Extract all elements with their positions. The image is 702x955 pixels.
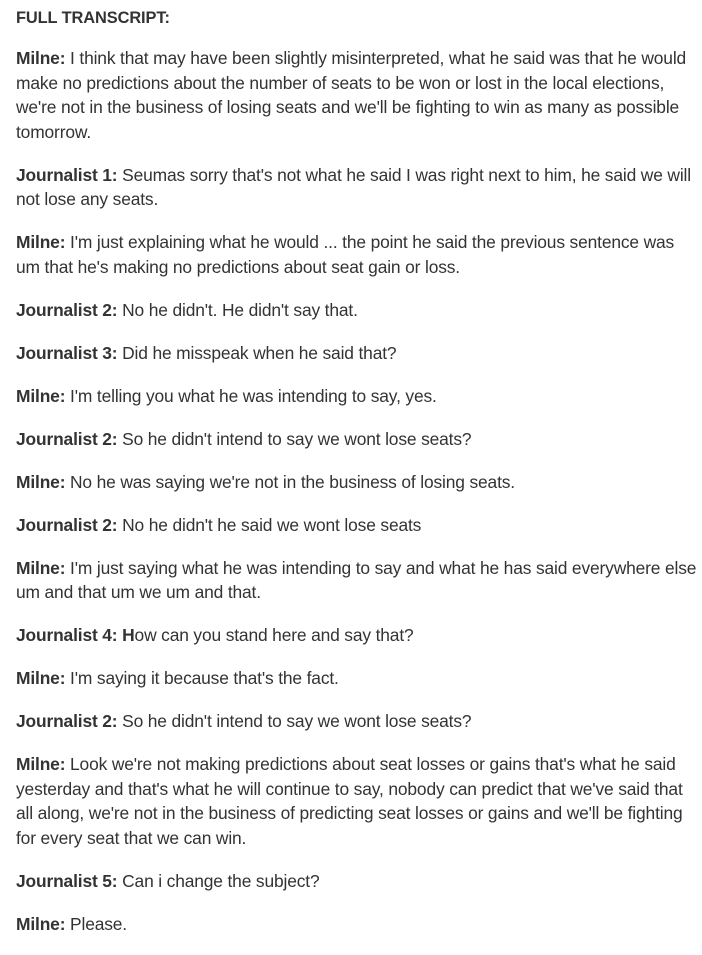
transcript-entry xyxy=(16,163,698,212)
utterance-text: ow can you stand here and say that? xyxy=(134,625,414,645)
speaker-label: Milne: xyxy=(16,232,66,252)
transcript-entry xyxy=(16,752,698,850)
transcript-entry xyxy=(16,230,698,279)
utterance-text: No he was saying we're not in the business of losing seats. xyxy=(65,471,515,492)
speaker-label: Journalist 2: xyxy=(16,711,118,731)
utterance-text: I think that may have been slightly misinterpreted, what he said was that he would make no predictions about the number of seats to be won or lost in the local elections, we're not in the business of losing seats and we'll be fighting to win as many as possible tomorrow. xyxy=(16,48,687,142)
transcript-entry xyxy=(16,298,698,323)
transcript-entry xyxy=(16,46,698,144)
speaker-label: Milne: xyxy=(16,48,66,68)
utterance-text: Can i change the subject? xyxy=(117,870,320,891)
speaker-label: Journalist 2: xyxy=(16,514,118,535)
transcript-entry xyxy=(16,341,698,366)
speaker-label: Milne: xyxy=(16,668,66,688)
transcript-entry xyxy=(16,623,698,648)
speaker-label: Milne: xyxy=(16,913,66,934)
speaker-label: Milne: xyxy=(16,471,66,492)
transcript-entry xyxy=(16,666,698,691)
transcript-heading: FULL TRANSCRIPT: xyxy=(16,9,170,27)
utterance-text: Did he misspeak when he said that? xyxy=(117,342,397,363)
transcript-entry xyxy=(16,513,698,538)
utterance-text: I'm just explaining what he would ... the point he said the previous sentence was um that he's making no predictions about seat gain or loss. xyxy=(16,232,675,277)
transcript-entry xyxy=(16,556,698,605)
utterance-text: Look we're not making predictions about seat losses or gains that's what he said yesterday and that's what he will continue to say, nobody can predict that we've said that all along, we're not in the business of predicting seat losses or gains and we'll be fighting for every seat that we can win. xyxy=(16,754,683,848)
transcript-entry xyxy=(16,912,698,937)
utterance-text: Please. xyxy=(65,913,127,934)
utterance-text: Seumas sorry that's not what he said I was right next to him, he said we will not lose any seats. xyxy=(16,164,691,209)
speaker-label: Journalist 5: xyxy=(16,870,118,891)
speaker-label: Journalist 1: xyxy=(16,164,118,185)
utterance-text: No he didn't. He didn't say that. xyxy=(117,299,358,320)
speaker-label: Journalist 4: H xyxy=(16,625,135,645)
speaker-label: Journalist 3: xyxy=(16,342,118,363)
transcript-entry xyxy=(16,470,698,495)
transcript-entry xyxy=(16,427,698,452)
transcript-entry xyxy=(16,384,698,409)
utterance-text: I'm just saying what he was intending to say and what he has said everywhere else um and that um we um and that. xyxy=(16,557,697,602)
transcript-entry xyxy=(16,869,698,894)
transcript-entry xyxy=(16,709,698,734)
utterance-text: No he didn't he said we wont lose seats xyxy=(117,514,422,535)
speaker-label: Milne: xyxy=(16,385,66,406)
utterance-text: So he didn't intend to say we wont lose seats? xyxy=(117,711,472,731)
speaker-label: Milne: xyxy=(16,754,66,774)
utterance-text: So he didn't intend to say we wont lose seats? xyxy=(117,428,472,449)
transcript-document xyxy=(16,6,698,955)
speaker-label: Journalist 2: xyxy=(16,428,118,449)
utterance-text: I'm telling you what he was intending to say, yes. xyxy=(65,385,437,406)
speaker-label: Journalist 2: xyxy=(16,299,118,320)
utterance-text: I'm saying it because that's the fact. xyxy=(65,668,339,688)
speaker-label: Milne: xyxy=(16,557,66,578)
